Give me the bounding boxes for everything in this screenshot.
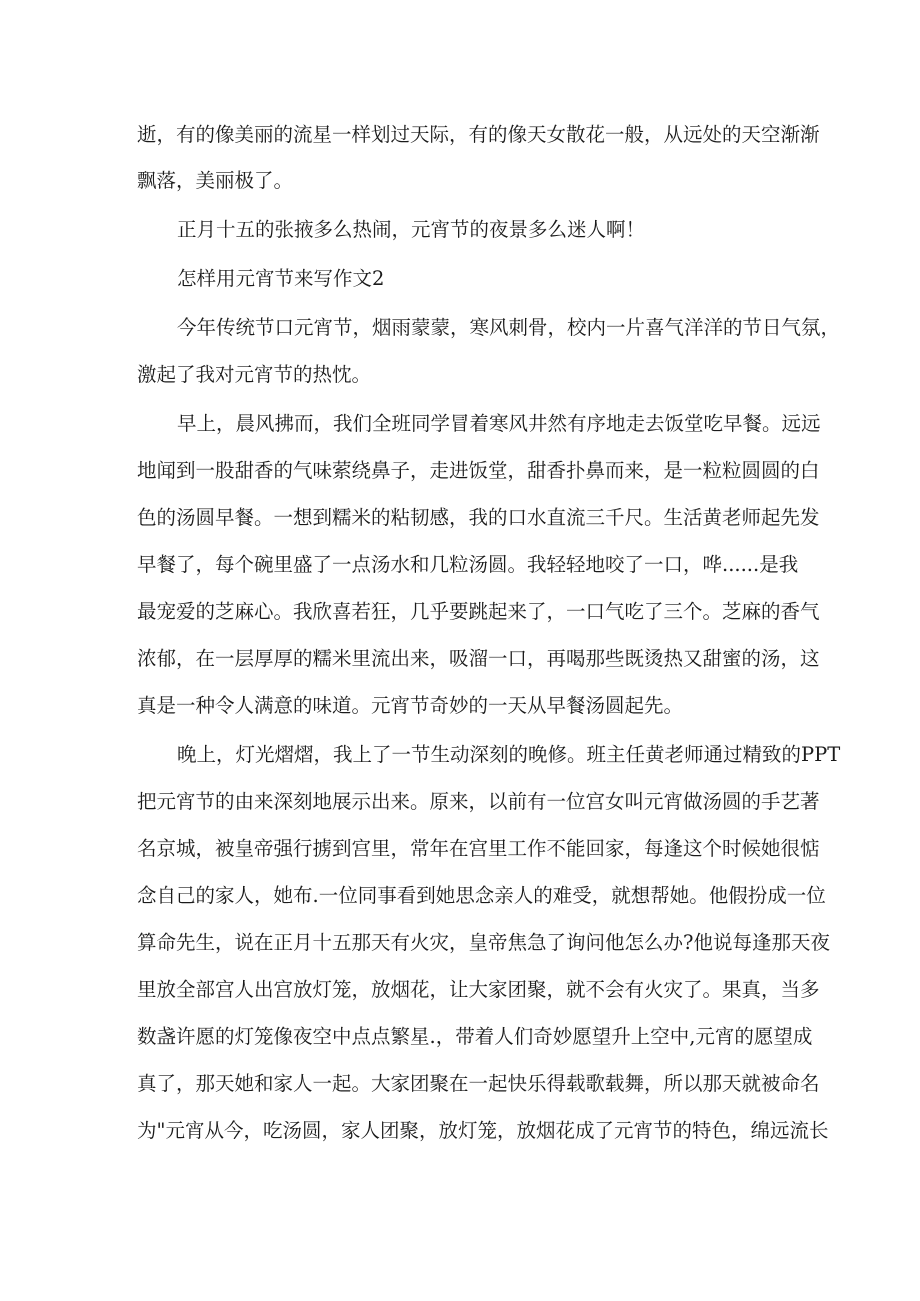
text-line: 激起了我对元宵节的热忱。 (137, 363, 372, 386)
text-line: 算命先生，说在正月十五那天有火灾，皇帝焦急了询问他怎么办?他说每逢那天夜 (137, 931, 830, 954)
text-line: 正月十五的张掖多么热闹，元宵节的夜景多么迷人啊！ (177, 218, 646, 241)
text-line: 数盏许愿的灯笼像夜空中点点繁星.，带着人们奇妙愿望升上空中,元宵的愿望成 (137, 1025, 813, 1048)
section-heading: 怎样用元宵节来写作文2 (177, 267, 385, 290)
text-line: 色的汤圆早餐。一想到糯米的粘韧感，我的口水直流三千尺。生活黄老师起先发 (137, 506, 820, 529)
text-line: 念自己的家人，她布.一位同事看到她思念亲人的难受，就想帮她。他假扮成一位 (137, 884, 826, 907)
text-line: 晚上，灯光熠熠，我上了一节生动深刻的晚修。班主任黄老师通过精致的PPT (177, 743, 841, 766)
text-line: 为"元宵从今，吃汤圆，家人团聚，放灯笼，放烟花成了元宵节的特色，绵远流长 (137, 1119, 829, 1142)
text-line: 地闻到一股甜香的气味萦绕鼻子，走进饭堂，甜香扑鼻而来，是一粒粒圆圆的白 (137, 459, 820, 482)
text-line: 今年传统节口元宵节，烟雨蒙蒙，寒风刺骨，校内一片喜气洋洋的节日气氛， (177, 316, 841, 339)
text-line: 名京城，被皇帝强行掳到宫里，常年在宫里工作不能回家，每逢这个时候她很惦 (137, 837, 820, 860)
text-line: 里放全部宫人出宫放灯笼，放烟花，让大家团聚，就不会有火灾了。果真，当多 (137, 978, 820, 1001)
text-line: 早餐了，每个碗里盛了一点汤水和几粒汤圆。我轻轻地咬了一口，哗......是我 (137, 553, 799, 576)
text-line: 早上，晨风拂而，我们全班同学冒着寒风井然有序地走去饭堂吃早餐。远远 (177, 412, 821, 435)
text-line: 真了，那天她和家人一起。大家团聚在一起快乐得载歌载舞，所以那天就被命名 (137, 1072, 820, 1095)
text-line: 把元宵节的由来深刻地展示出来。原来，以前有一位宫女叫元宵做汤圆的手艺著 (137, 790, 820, 813)
text-line: 真是一种令人满意的味道。元宵节奇妙的一天从早餐汤圆起先。 (137, 694, 684, 717)
text-line: 浓郁，在一层厚厚的糯米里流出来，吸溜一口，再喝那些既烫热又甜蜜的汤，这 (137, 647, 820, 670)
text-line: 飘落，美丽极了。 (137, 169, 294, 192)
text-line: 最宠爱的芝麻心。我欣喜若狂，几乎要跳起来了，一口气吃了三个。芝麻的香气 (137, 600, 820, 623)
text-line: 逝，有的像美丽的流星一样划过天际，有的像天女散花一般，从远处的天空渐渐 (137, 123, 820, 146)
